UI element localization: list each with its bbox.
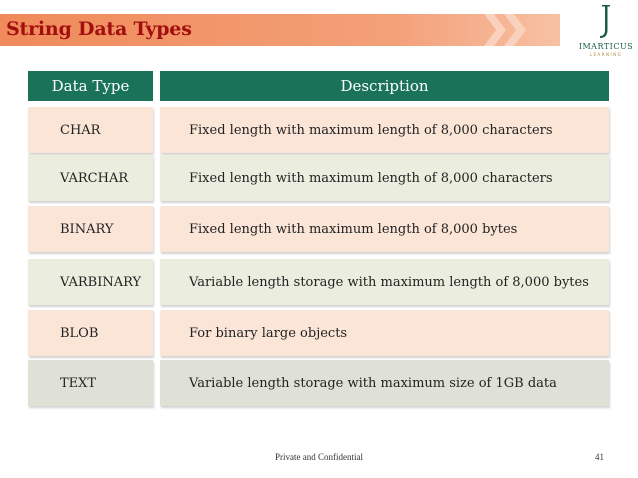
j-mark-icon (596, 4, 616, 40)
table-row (28, 310, 609, 356)
table-row (28, 259, 609, 305)
description-cell: Fixed length with maximum length of 8,000 characters (160, 155, 609, 201)
footer-confidential: Private and Confidential (275, 452, 363, 462)
description-cell: For binary large objects (160, 310, 609, 356)
table-row (28, 155, 609, 201)
data-type-cell: VARBINARY (28, 259, 153, 305)
chevron-decoration (504, 14, 526, 46)
table-row (28, 360, 609, 406)
table-row (28, 206, 609, 252)
title-band (0, 14, 560, 46)
data-type-cell: BINARY (28, 206, 153, 252)
data-type-cell: CHAR (28, 107, 153, 153)
table-row (28, 107, 609, 153)
data-type-cell: BLOB (28, 310, 153, 356)
imarticus-logo (576, 4, 636, 62)
description-cell: Fixed length with maximum length of 8,000 bytes (160, 206, 609, 252)
slide-title: String Data Types (6, 18, 192, 40)
column-header-description: Description (160, 71, 609, 101)
page-number: 41 (595, 452, 604, 462)
chevron-decoration (484, 14, 506, 46)
logo-tagline: LEARNING (589, 52, 623, 57)
logo-wordmark: IMARTICUS (578, 42, 634, 51)
description-cell: Fixed length with maximum length of 8,000 characters (160, 107, 609, 153)
data-type-cell: VARCHAR (28, 155, 153, 201)
description-cell: Variable length storage with maximum size of 1GB data (160, 360, 609, 406)
column-header-data-type: Data Type (28, 71, 153, 101)
data-type-cell: TEXT (28, 360, 153, 406)
description-cell: Variable length storage with maximum length of 8,000 bytes (160, 259, 609, 305)
